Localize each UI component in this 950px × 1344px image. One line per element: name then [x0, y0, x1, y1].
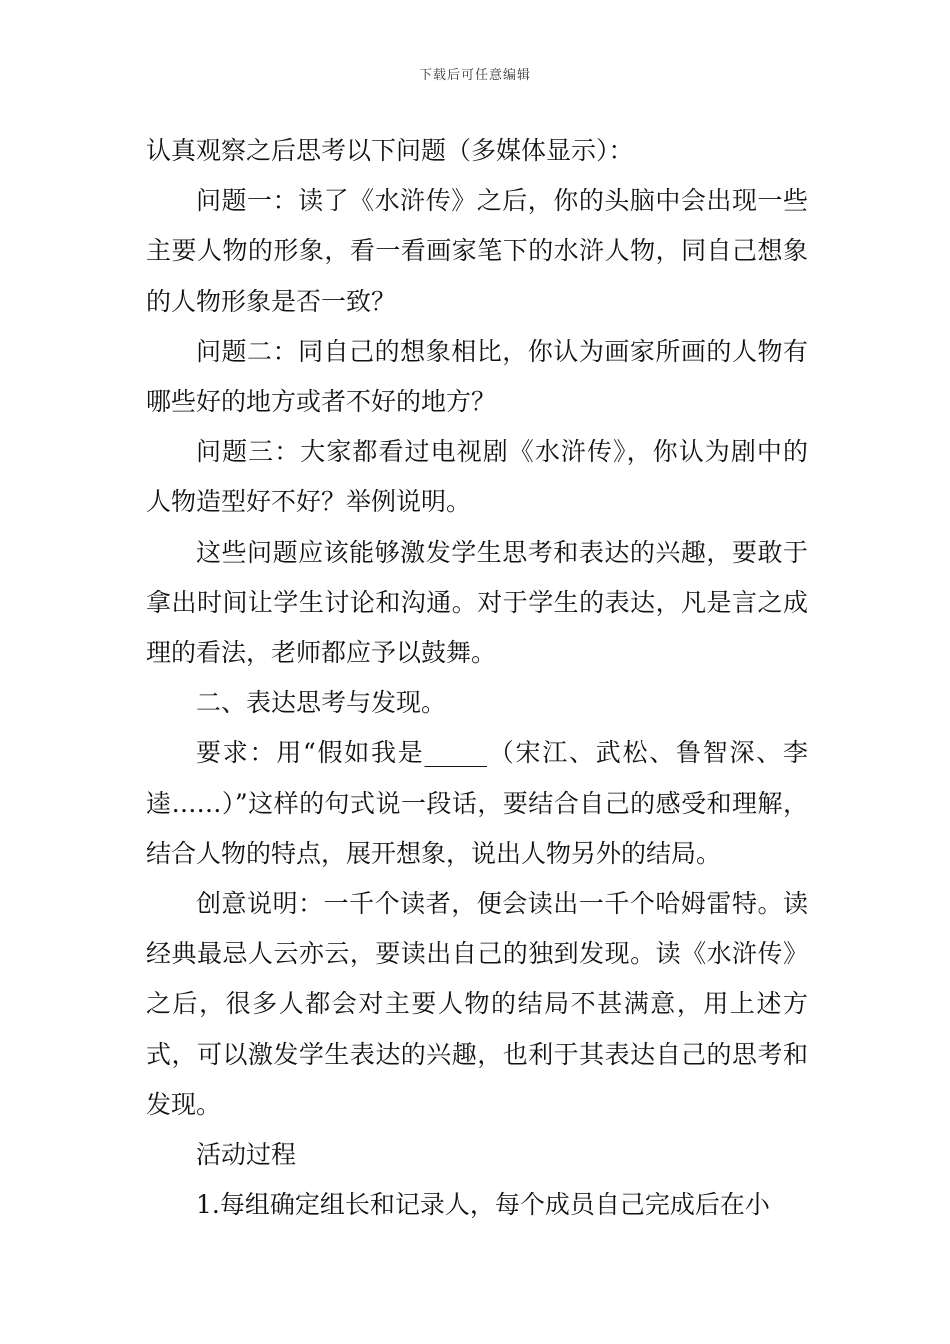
paragraph-creative-note: 创意说明：一千个读者，便会读出一千个哈姆雷特。读经典最忌人云亦云，要读出自己的独到发现。读《水浒传》之后，很多人都会对主要人物的结局不甚满意，用上述方式，可以激发学生表达的兴趣，也利于其表达自己的思考和发现。	[146, 889, 808, 1119]
document-body	[146, 126, 808, 1230]
page-header-note: 下载后可任意编辑	[418, 68, 531, 83]
paragraph-intro: 认真观察之后思考以下问题（多媒体显示）：	[146, 136, 634, 165]
section-heading-activity-process: 活动过程	[196, 1140, 297, 1170]
paragraph-step-one: 1.每组确定组长和记录人，每个成员自己完成后在小	[196, 1190, 770, 1220]
section-heading-expression: 二、表达思考与发现。	[196, 688, 447, 718]
paragraph-requirement: 要求：用“假如我是_____（宋江、武松、鲁智深、李逵……）”这样的句式说一段话，要结合自己的感受和理解，结合人物的特点，展开想象，说出人物另外的结局。	[146, 738, 808, 868]
paragraph-discussion-note: 这些问题应该能够激发学生思考和表达的兴趣，要敢于拿出时间让学生讨论和沟通。对于学生的表达，凡是言之成理的看法，老师都应予以鼓舞。	[146, 537, 808, 668]
paragraph-question-one: 问题一：读了《水浒传》之后，你的头脑中会出现一些主要人物的形象，看一看画家笔下的水浒人物，同自己想象的人物形象是否一致？	[146, 186, 808, 316]
paragraph-question-two: 问题二：同自己的想象相比，你认为画家所画的人物有哪些好的地方或者不好的地方？	[146, 336, 808, 417]
paragraph-question-three: 问题三：大家都看过电视剧《水浒传》，你认为剧中的人物造型好不好？举例说明。	[146, 437, 808, 517]
